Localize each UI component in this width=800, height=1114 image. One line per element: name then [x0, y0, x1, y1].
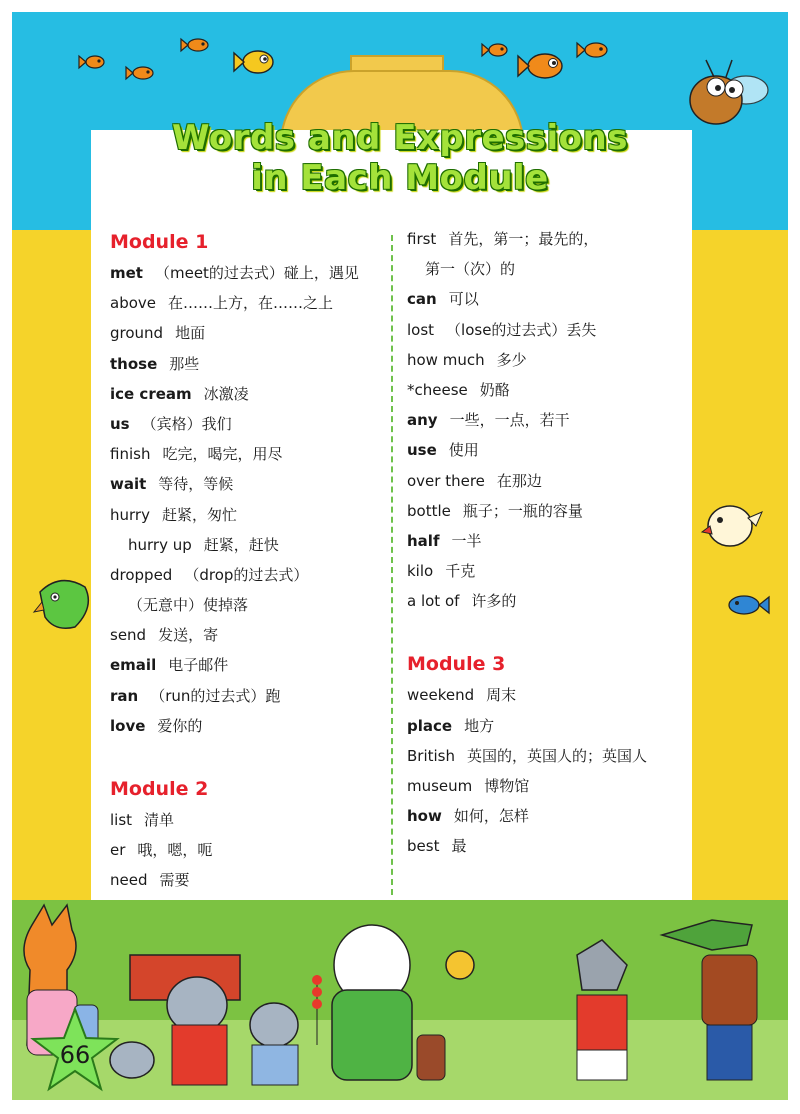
vocab-meaning: 地方 — [464, 716, 495, 735]
elephant-icon — [167, 977, 227, 1085]
vocab-meaning: （drop的过去式） — [184, 565, 309, 584]
vocab-entry — [407, 466, 682, 496]
vocab-entry — [110, 439, 385, 469]
vocab-meaning: 发送，寄 — [158, 626, 219, 645]
vocab-word: hurry — [110, 505, 150, 524]
vocab-entry — [110, 865, 385, 895]
fish-icon — [577, 43, 607, 57]
vocab-word: list — [110, 811, 133, 829]
vocab-entry — [407, 284, 682, 314]
title-line-2: in Each Module — [251, 158, 549, 198]
vocab-entry — [110, 258, 385, 288]
vocab-word: those — [110, 354, 158, 373]
vocab-word: half — [407, 531, 440, 550]
vocab-meaning: 使用 — [448, 441, 479, 460]
kid-elephant-icon — [250, 975, 322, 1085]
vocab-entry — [407, 405, 682, 435]
vocab-meaning: 那些 — [169, 354, 200, 373]
fish-icon — [518, 54, 562, 78]
vocab-entry — [110, 650, 385, 680]
vocab-entry — [407, 435, 682, 465]
vocab-meaning: 千克 — [445, 562, 476, 581]
left-column — [110, 226, 385, 896]
vocab-word: us — [110, 414, 130, 433]
vocab-meaning: 一半 — [451, 531, 482, 550]
vocab-entry — [407, 496, 682, 526]
vocab-meaning: 赶紧，赶快 — [203, 535, 279, 554]
vocab-meaning: 电子邮件 — [168, 656, 229, 675]
vocab-entry — [110, 318, 385, 348]
fish-icon — [482, 44, 507, 56]
vocab-word: send — [110, 626, 147, 645]
chick-icon — [700, 496, 770, 556]
crocodile-icon — [662, 920, 757, 1080]
module-heading: Module 1 — [110, 231, 209, 253]
vocab-meaning: 吃完，喝完，用尽 — [162, 445, 283, 464]
vocab-word: need — [110, 871, 148, 890]
vocab-entry — [407, 315, 682, 345]
vocab-meaning: 首先，第一；最先的， — [448, 230, 599, 248]
vocab-entry — [110, 409, 385, 439]
vocab-word: ice cream — [110, 384, 192, 403]
vocab-entry — [110, 805, 385, 835]
vocab-meaning: 赶紧，匆忙 — [161, 505, 237, 524]
vocab-meaning: （meet的过去式）碰上，遇见 — [154, 264, 359, 282]
vocab-word: email — [110, 656, 157, 675]
vocab-entry — [110, 711, 385, 741]
vocab-entry — [407, 586, 682, 616]
vocab-word: how — [407, 807, 442, 826]
vocab-meaning: （run的过去式）跑 — [150, 686, 281, 705]
section-gap — [110, 741, 385, 773]
vocab-meaning: 冰激凌 — [203, 384, 249, 403]
vocab-word: finish — [110, 445, 151, 464]
vocab-meaning: 在……上方，在……之上 — [168, 294, 334, 313]
vocab-word: ground — [110, 324, 164, 343]
vocab-word: er — [110, 841, 126, 860]
vocab-word: place — [407, 716, 453, 735]
entry-continuation: 第一（次）的 — [425, 260, 516, 279]
fish-icon — [181, 39, 208, 51]
vocab-meaning: 可以 — [448, 290, 479, 309]
vocab-meaning: 地面 — [175, 324, 206, 343]
vocab-meaning: 需要 — [159, 871, 190, 890]
vocab-word: lost — [407, 320, 435, 339]
vocab-word: first — [407, 230, 437, 248]
title-line-1: Words and Expressions — [172, 118, 628, 158]
vocab-entry — [407, 680, 682, 710]
vocab-entry — [110, 560, 385, 590]
vocab-meaning: 等待，等候 — [158, 475, 234, 494]
right-column — [407, 224, 682, 862]
goat-icon — [332, 925, 445, 1080]
vocab-entry — [110, 469, 385, 499]
vocab-meaning: 周末 — [486, 686, 517, 705]
vocab-entry — [407, 556, 682, 586]
vocab-entry — [407, 345, 682, 375]
vocab-word: museum — [407, 777, 473, 795]
module-heading: Module 2 — [110, 778, 209, 800]
characters-illustration — [12, 895, 788, 1100]
vocab-word: over there — [407, 471, 485, 490]
vocab-word: best — [407, 837, 440, 856]
vocab-word: can — [407, 290, 437, 309]
vocab-entry — [110, 379, 385, 409]
vocab-entry — [110, 835, 385, 865]
module-heading: Module 3 — [407, 653, 506, 676]
vocab-entry — [110, 620, 385, 650]
vocab-meaning: 一些，一点，若干 — [449, 411, 570, 430]
page-title — [160, 118, 640, 198]
vocab-meaning: 最 — [451, 837, 467, 856]
page-number: 66 — [59, 1041, 91, 1069]
vocab-entry — [407, 801, 682, 831]
parrot-icon — [30, 572, 100, 642]
vocab-entry — [110, 349, 385, 379]
vocab-entry — [110, 288, 385, 318]
vocab-entry — [407, 375, 682, 405]
vocab-meaning: 哦，嗯，呃 — [137, 841, 213, 860]
vocab-entry — [407, 831, 682, 861]
vocab-meaning: 在那边 — [496, 471, 542, 490]
vocab-entry — [110, 681, 385, 711]
vocab-entry — [110, 530, 385, 560]
vocab-entry — [110, 500, 385, 530]
vocab-meaning: 瓶子；一瓶的容量 — [462, 501, 583, 520]
vocab-word: ran — [110, 686, 139, 705]
vocab-word: love — [110, 716, 146, 735]
section-gap — [407, 616, 682, 648]
vocab-word: how much — [407, 350, 485, 369]
small-bee-icon — [446, 951, 474, 979]
vocab-meaning: 清单 — [144, 811, 175, 829]
vocab-word: bottle — [407, 501, 451, 520]
vocab-meaning: 爱你的 — [157, 716, 203, 735]
vocab-word: dropped — [110, 565, 173, 584]
vocab-word: hurry up — [128, 535, 192, 554]
vocab-word: kilo — [407, 562, 434, 581]
vocab-word: weekend — [407, 686, 475, 705]
entry-continuation: （无意中）使掉落 — [128, 596, 249, 615]
vocab-word: above — [110, 294, 156, 313]
vocab-word: *cheese — [407, 380, 468, 399]
vocab-meaning: （lose的过去式）丢失 — [446, 320, 597, 339]
vocab-meaning: 奶酪 — [479, 380, 510, 399]
fish-icon — [234, 51, 273, 73]
vocab-entry — [407, 771, 682, 801]
wolf-icon — [577, 940, 627, 1080]
vocab-entry — [407, 224, 682, 254]
vocab-meaning: 许多的 — [471, 592, 517, 611]
vocab-meaning: 英国的，英国人的；英国人 — [467, 746, 648, 765]
vocab-word: wait — [110, 475, 147, 494]
vocab-entry — [407, 741, 682, 771]
vocab-meaning: 博物馆 — [484, 777, 530, 795]
vocab-meaning: （宾格）我们 — [141, 414, 232, 433]
vocab-word: met — [110, 264, 143, 282]
vocab-word: a lot of — [407, 592, 460, 611]
column-divider — [391, 235, 393, 895]
fish-icon — [79, 56, 104, 68]
vocab-word: British — [407, 746, 455, 765]
fish-icon — [126, 67, 153, 79]
blue-fish-icon — [722, 590, 772, 620]
vocab-word: use — [407, 441, 437, 460]
vocab-meaning: 多少 — [496, 350, 527, 369]
vocab-entry — [407, 526, 682, 556]
vocab-entry — [407, 711, 682, 741]
vocab-meaning: 如何，怎样 — [453, 807, 529, 826]
vocab-word: any — [407, 411, 438, 430]
